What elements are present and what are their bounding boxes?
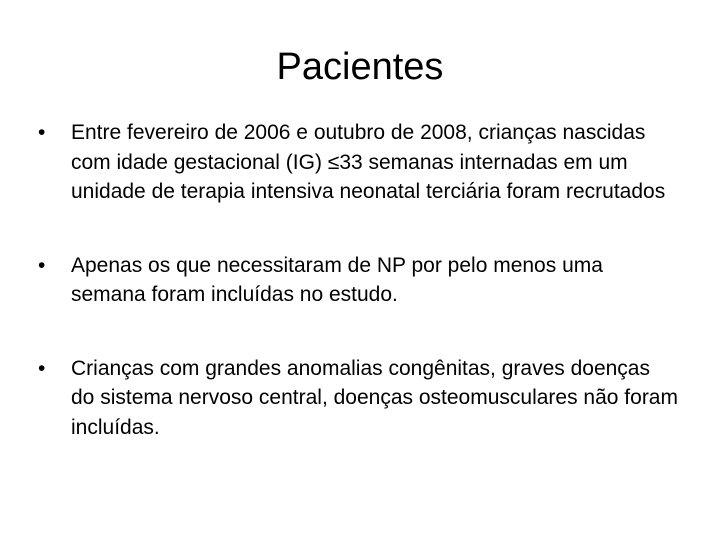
bullet-icon: • bbox=[38, 121, 46, 144]
bullet-text: Entre fevereiro de 2006 e outubro de 2008, crianças nascidas com idade gestacional (IG) ≤33 semanas internadas em um unidade de terapia intensiva neonatal terciária foram recrutados bbox=[71, 121, 666, 203]
slide-title: Pacientes bbox=[276, 46, 444, 88]
bullet-item-inclusion bbox=[38, 251, 678, 310]
bullet-item-exclusion bbox=[38, 354, 678, 443]
bullet-text: Apenas os que necessitaram de NP por pelo menos uma semana foram incluídas no estudo. bbox=[71, 253, 603, 306]
bullet-item-recruitment bbox=[38, 118, 678, 207]
bullet-list bbox=[38, 118, 678, 442]
bullet-text: Crianças com grandes anomalias congênitas, graves doenças do sistema nervoso central, doenças osteomusculares não foram incluídas. bbox=[71, 356, 678, 439]
bullet-icon: • bbox=[38, 356, 46, 380]
bullet-icon: • bbox=[38, 253, 46, 277]
